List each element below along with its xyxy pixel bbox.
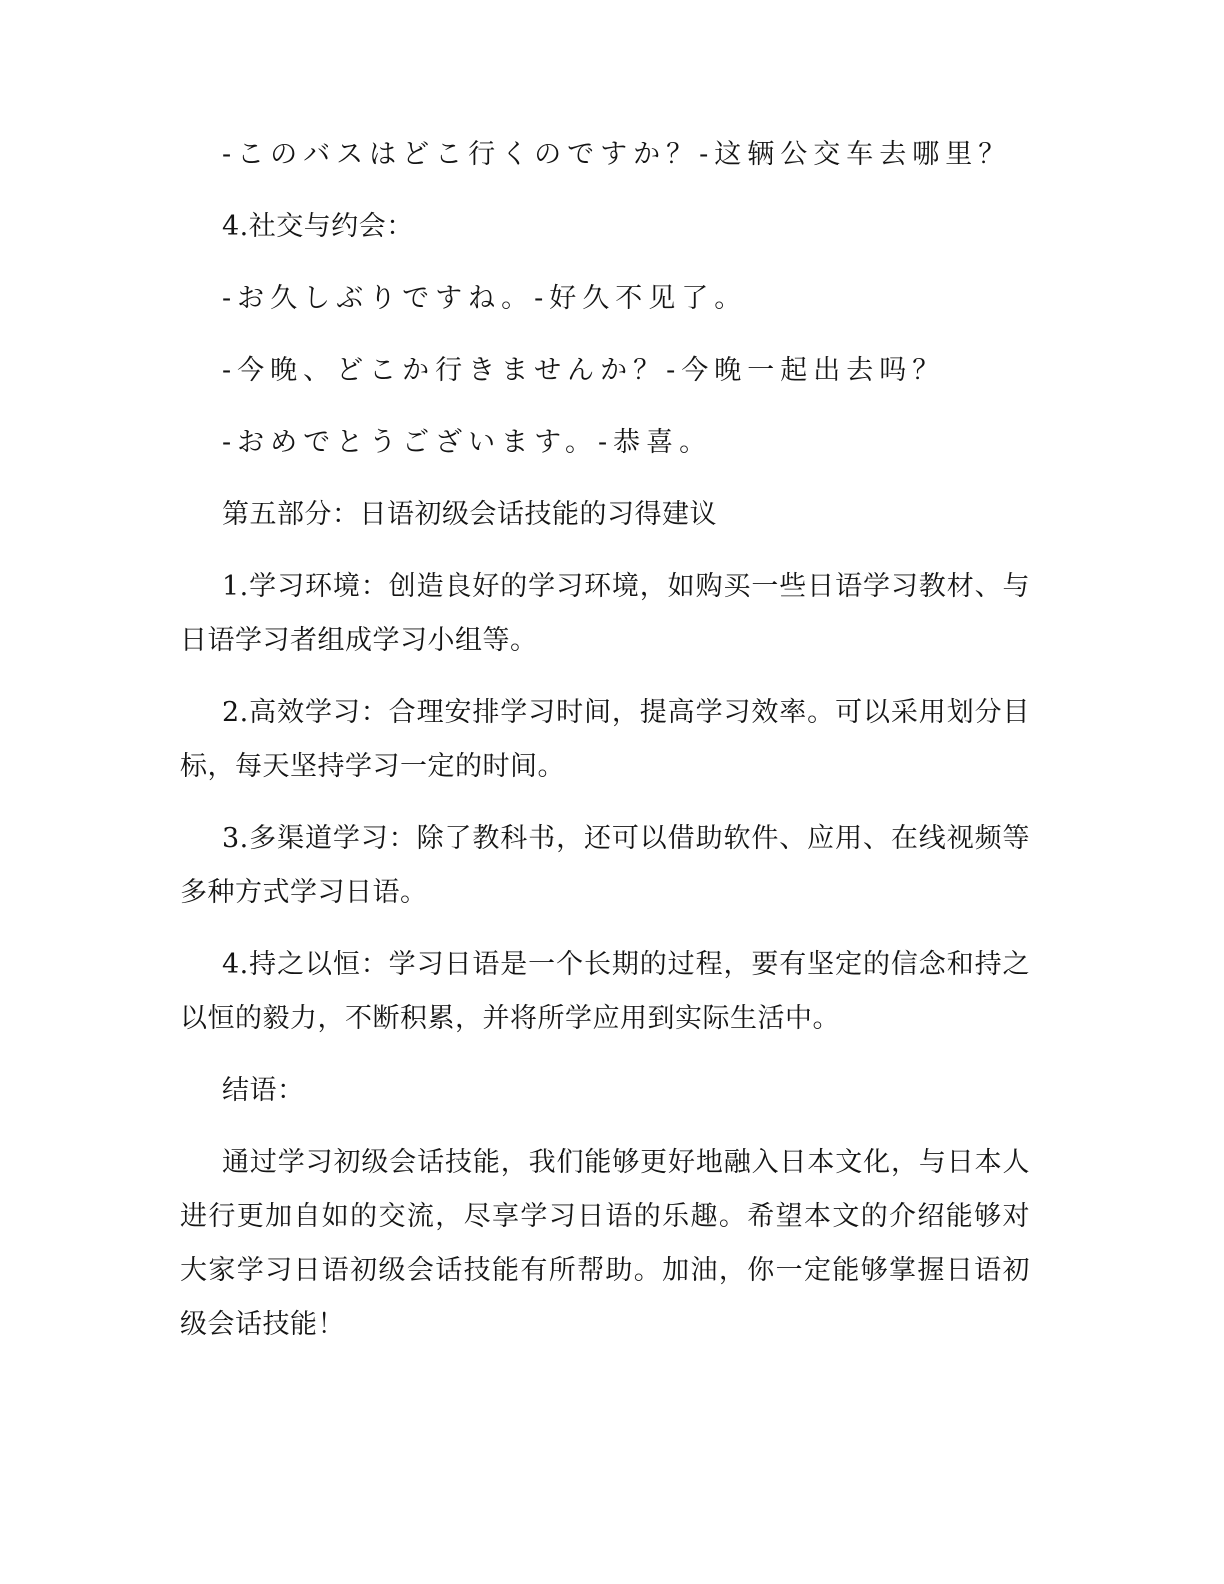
dialogue-congrats: -おめでとうございます。-恭喜。 (222, 427, 713, 458)
tip-multichannel-learning: 3.多渠道学习：除了教科书，还可以借助软件、应用、在线视频等多种方式学习日语。 (180, 823, 1030, 908)
conclusion-text: 通过学习初级会话技能，我们能够更好地融入日本文化，与日本人进行更加自如的交流，尽享学习日语的乐趣。希望本文的介绍能够对大家学习日语初级会话技能有所帮助。加油，你一定能够掌握日语初级会话技能！ (180, 1147, 1030, 1340)
part-five-heading: 第五部分：日语初级会话技能的习得建议 (222, 499, 717, 530)
dialogue-long-time: -お久しぶりですね。-好久不见了。 (222, 283, 748, 314)
dialogue-bus-question: -このバスはどこ行くのですか？-这辆公交车去哪里？ (222, 139, 1012, 170)
tip-efficient-learning: 2.高效学习：合理安排学习时间，提高学习效率。可以采用划分目标，每天坚持学习一定的时间。 (180, 697, 1030, 782)
tip-persistence: 4.持之以恒：学习日语是一个长期的过程，要有坚定的信念和持之以恒的毅力，不断积累，并将所学应用到实际生活中。 (180, 949, 1030, 1034)
tip-learning-environment: 1.学习环境：创造良好的学习环境，如购买一些日语学习教材、与日语学习者组成学习小组等。 (180, 571, 1030, 656)
dialogue-tonight: -今晚、どこか行きませんか？-今晚一起出去吗？ (222, 355, 946, 386)
section-heading-social: 4.社交与约会： (222, 211, 414, 242)
conclusion-heading: 结语： (222, 1075, 305, 1106)
document-body (180, 128, 1030, 1370)
